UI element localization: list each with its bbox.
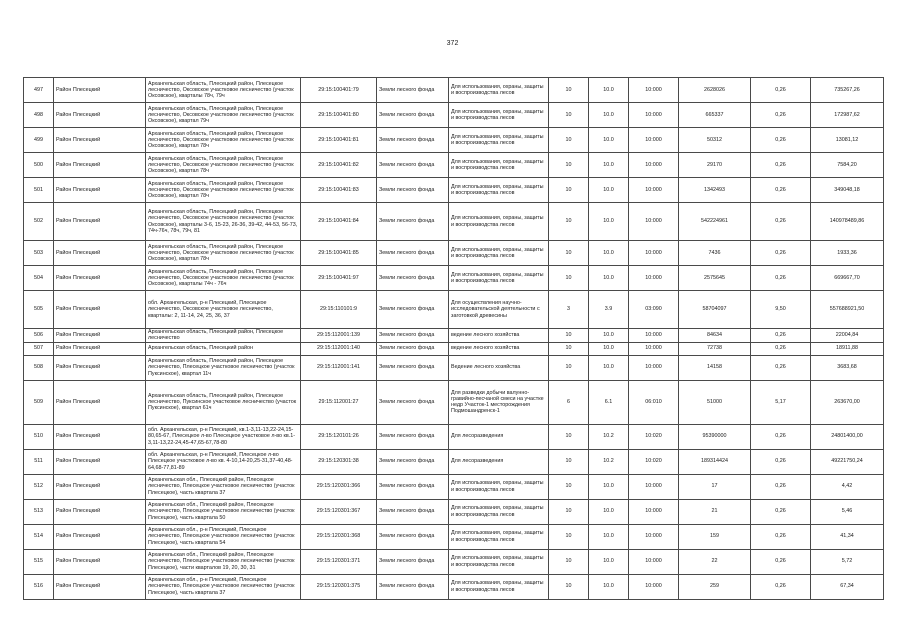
cadastral-value-cell: 4,42 bbox=[811, 474, 884, 499]
address-cell: Архангельская область, Плесецкий район, Плесецкое лесничество, Оксовское участковое лесничество (участок Оксовское), квартал 78ч bbox=[146, 178, 301, 203]
row-number: 504 bbox=[24, 266, 54, 291]
land-category-cell: Земли лесного фонда bbox=[377, 474, 449, 499]
use-code-cell: 10:000 bbox=[629, 178, 679, 203]
cadastral-value-cell: 263670,00 bbox=[811, 380, 884, 424]
cadastral-value-cell: 349048,18 bbox=[811, 178, 884, 203]
rate-cell: 0,26 bbox=[751, 178, 811, 203]
district-cell: Район Плесецкий bbox=[54, 266, 146, 291]
permitted-use-cell: Для использования, охраны, защиты и воспроизводства лесов bbox=[449, 499, 549, 524]
land-category-cell: Земли лесного фонда bbox=[377, 329, 449, 343]
cadastral-value-table bbox=[23, 77, 884, 600]
cadastral-value-cell: 49221750,24 bbox=[811, 449, 884, 474]
address-cell: Архангельская область, Плесецкий район, Плесецкое лесничество, Оксовское участковое лесничество (участок Оксовское), квартал 78ч bbox=[146, 241, 301, 266]
rate-cell: 0,26 bbox=[751, 499, 811, 524]
district-cell: Район Плесецкий bbox=[54, 499, 146, 524]
table-body bbox=[24, 78, 884, 600]
district-cell: Район Плесецкий bbox=[54, 474, 146, 499]
land-category-cell: Земли лесного фонда bbox=[377, 178, 449, 203]
subgroup-code-cell: 10.0 bbox=[589, 178, 629, 203]
permitted-use-cell: Для использования, охраны, защиты и воспроизводства лесов bbox=[449, 241, 549, 266]
cadastral-number-cell: 29:15:120101:26 bbox=[301, 424, 377, 449]
cadastral-number-cell: 29:15:100401:85 bbox=[301, 241, 377, 266]
area-cell: 1342493 bbox=[679, 178, 751, 203]
address-cell: Архангельская область, Плесецкий район, Плесецкое лесничество, Оксовское участковое лесничество (участок Оксовское), квартал 79ч bbox=[146, 103, 301, 128]
table-row bbox=[24, 329, 884, 343]
permitted-use-cell: ведение лесного хозяйства bbox=[449, 342, 549, 355]
cadastral-number-cell: 29:15:110101:9 bbox=[301, 291, 377, 329]
area-cell: 542224961 bbox=[679, 203, 751, 241]
rate-cell: 9,50 bbox=[751, 291, 811, 329]
use-code-cell: 10:000 bbox=[629, 499, 679, 524]
permitted-use-cell: Для использования, охраны, защиты и воспроизводства лесов bbox=[449, 549, 549, 574]
rate-cell: 0,26 bbox=[751, 549, 811, 574]
use-code-cell: 10:000 bbox=[629, 329, 679, 343]
subgroup-code-cell: 10.0 bbox=[589, 78, 629, 103]
permitted-use-cell: Для использования, охраны, защиты и воспроизводства лесов bbox=[449, 178, 549, 203]
permitted-use-cell: Для использования, охраны, защиты и воспроизводства лесов bbox=[449, 574, 549, 599]
group-code-cell: 10 bbox=[549, 474, 589, 499]
permitted-use-cell: Для использования, охраны, защиты и воспроизводства лесов bbox=[449, 128, 549, 153]
address-cell: Архангельская область, Плесецкий район bbox=[146, 342, 301, 355]
permitted-use-cell: Ведение лесного хозяйства bbox=[449, 355, 549, 380]
row-number: 514 bbox=[24, 524, 54, 549]
area-cell: 21 bbox=[679, 499, 751, 524]
address-cell: обл. Архангельская, р-н Плесецкий, кв.1-3,11-13,22-24,15-80,65-67, Плесецкое л-во Плесецкое участковое л-во кв.1-3,11-13,22-24,45-47,65-67,78-80 bbox=[146, 424, 301, 449]
group-code-cell: 10 bbox=[549, 499, 589, 524]
subgroup-code-cell: 10.0 bbox=[589, 153, 629, 178]
table-row bbox=[24, 128, 884, 153]
cadastral-number-cell: 29:15:120301:38 bbox=[301, 449, 377, 474]
area-cell: 2628026 bbox=[679, 78, 751, 103]
land-category-cell: Земли лесного фонда bbox=[377, 549, 449, 574]
cadastral-number-cell: 29:15:100401:83 bbox=[301, 178, 377, 203]
group-code-cell: 10 bbox=[549, 524, 589, 549]
area-cell: 51000 bbox=[679, 380, 751, 424]
use-code-cell: 10:000 bbox=[629, 128, 679, 153]
subgroup-code-cell: 10.0 bbox=[589, 128, 629, 153]
group-code-cell: 10 bbox=[549, 355, 589, 380]
district-cell: Район Плесецкий bbox=[54, 153, 146, 178]
area-cell: 29170 bbox=[679, 153, 751, 178]
subgroup-code-cell: 10.0 bbox=[589, 103, 629, 128]
area-cell: 58704097 bbox=[679, 291, 751, 329]
permitted-use-cell: ведение лесного хозяйства bbox=[449, 329, 549, 343]
cadastral-number-cell: 29:15:112001:139 bbox=[301, 329, 377, 343]
permitted-use-cell: Для лесоразведения bbox=[449, 424, 549, 449]
table-row bbox=[24, 524, 884, 549]
rate-cell: 0,26 bbox=[751, 449, 811, 474]
row-number: 515 bbox=[24, 549, 54, 574]
rate-cell: 5,17 bbox=[751, 380, 811, 424]
address-cell: Архангельская обл., Плесецкий район, Плесецкое лесничество, Плесецкое участковое лесничество (участок Плесецкое), часть квартала 37 bbox=[146, 474, 301, 499]
row-number: 499 bbox=[24, 128, 54, 153]
permitted-use-cell: Для разведки добычи валунно-гравийно-песчаной смеси на участке недр Участок-1 месторождения Подмошандренск-1 bbox=[449, 380, 549, 424]
land-category-cell: Земли лесного фонда bbox=[377, 153, 449, 178]
cadastral-number-cell: 29:15:100401:97 bbox=[301, 266, 377, 291]
table-row bbox=[24, 355, 884, 380]
land-category-cell: Земли лесного фонда bbox=[377, 128, 449, 153]
district-cell: Район Плесецкий bbox=[54, 524, 146, 549]
subgroup-code-cell: 10.0 bbox=[589, 342, 629, 355]
table-row bbox=[24, 103, 884, 128]
cadastral-value-cell: 172987,62 bbox=[811, 103, 884, 128]
table-row bbox=[24, 474, 884, 499]
land-category-cell: Земли лесного фонда bbox=[377, 103, 449, 128]
area-cell: 95390000 bbox=[679, 424, 751, 449]
table-row bbox=[24, 342, 884, 355]
table-row bbox=[24, 78, 884, 103]
cadastral-number-cell: 29:15:112001:140 bbox=[301, 342, 377, 355]
row-number: 516 bbox=[24, 574, 54, 599]
cadastral-value-cell: 735267,26 bbox=[811, 78, 884, 103]
cadastral-number-cell: 29:15:100401:80 bbox=[301, 103, 377, 128]
district-cell: Район Плесецкий bbox=[54, 449, 146, 474]
rate-cell: 0,26 bbox=[751, 241, 811, 266]
subgroup-code-cell: 3.9 bbox=[589, 291, 629, 329]
cadastral-value-cell: 24801400,00 bbox=[811, 424, 884, 449]
table-row bbox=[24, 449, 884, 474]
address-cell: Архангельская область, Плесецкий район, Плесецкое лесничество, Оксовское участковое лесничество (участок Оксовское), квартал 78ч bbox=[146, 153, 301, 178]
subgroup-code-cell: 10.0 bbox=[589, 474, 629, 499]
rate-cell: 0,26 bbox=[751, 329, 811, 343]
permitted-use-cell: Для использования, охраны, защиты и воспроизводства лесов bbox=[449, 266, 549, 291]
use-code-cell: 10:000 bbox=[629, 103, 679, 128]
use-code-cell: 10:000 bbox=[629, 266, 679, 291]
page-number: 372 bbox=[446, 40, 459, 47]
area-cell: 22 bbox=[679, 549, 751, 574]
use-code-cell: 06:010 bbox=[629, 380, 679, 424]
permitted-use-cell: Для использования, охраны, защиты и воспроизводства лесов bbox=[449, 103, 549, 128]
cadastral-number-cell: 29:15:120301:375 bbox=[301, 574, 377, 599]
subgroup-code-cell: 10.0 bbox=[589, 574, 629, 599]
cadastral-value-cell: 13081,12 bbox=[811, 128, 884, 153]
table-row bbox=[24, 574, 884, 599]
subgroup-code-cell: 6.1 bbox=[589, 380, 629, 424]
row-number: 503 bbox=[24, 241, 54, 266]
district-cell: Район Плесецкий bbox=[54, 574, 146, 599]
district-cell: Район Плесецкий bbox=[54, 329, 146, 343]
cadastral-number-cell: 29:15:112001:27 bbox=[301, 380, 377, 424]
area-cell: 2575645 bbox=[679, 266, 751, 291]
use-code-cell: 10:000 bbox=[629, 549, 679, 574]
land-category-cell: Земли лесного фонда bbox=[377, 291, 449, 329]
area-cell: 17 bbox=[679, 474, 751, 499]
land-category-cell: Земли лесного фонда bbox=[377, 203, 449, 241]
permitted-use-cell: Для использования, охраны, защиты и воспроизводства лесов bbox=[449, 153, 549, 178]
area-cell: 159 bbox=[679, 524, 751, 549]
area-cell: 72738 bbox=[679, 342, 751, 355]
table-row bbox=[24, 424, 884, 449]
subgroup-code-cell: 10.0 bbox=[589, 499, 629, 524]
row-number: 500 bbox=[24, 153, 54, 178]
group-code-cell: 3 bbox=[549, 291, 589, 329]
group-code-cell: 10 bbox=[549, 153, 589, 178]
row-number: 501 bbox=[24, 178, 54, 203]
district-cell: Район Плесецкий bbox=[54, 342, 146, 355]
cadastral-number-cell: 29:15:100401:81 bbox=[301, 128, 377, 153]
use-code-cell: 10:000 bbox=[629, 474, 679, 499]
row-number: 497 bbox=[24, 78, 54, 103]
cadastral-number-cell: 29:15:112001:141 bbox=[301, 355, 377, 380]
address-cell: Архангельская область, Плесецкий район, Плесецкое лесничество, Оксовское участковое лесничество (участок Оксовское), кварталы 3-6, 15-23, 26-36, 39-42, 44-53, 56-73, 74ч-76ч, 78ч, 79ч, 81 bbox=[146, 203, 301, 241]
land-category-cell: Земли лесного фонда bbox=[377, 499, 449, 524]
rate-cell: 0,26 bbox=[751, 342, 811, 355]
permitted-use-cell: Для использования, охраны, защиты и воспроизводства лесов bbox=[449, 474, 549, 499]
row-number: 512 bbox=[24, 474, 54, 499]
group-code-cell: 10 bbox=[549, 178, 589, 203]
group-code-cell: 10 bbox=[549, 329, 589, 343]
cadastral-number-cell: 29:15:100401:84 bbox=[301, 203, 377, 241]
row-number: 505 bbox=[24, 291, 54, 329]
row-number: 502 bbox=[24, 203, 54, 241]
group-code-cell: 6 bbox=[549, 380, 589, 424]
address-cell: обл. Архангельская, р-н Плесецкий, Плесецкое лесничество, Оксовское участковое лесничество, кварталы: 2, 11-14, 24, 25, 36, 37 bbox=[146, 291, 301, 329]
row-number: 511 bbox=[24, 449, 54, 474]
land-category-cell: Земли лесного фонда bbox=[377, 241, 449, 266]
use-code-cell: 10:000 bbox=[629, 524, 679, 549]
cadastral-number-cell: 29:15:120301:371 bbox=[301, 549, 377, 574]
cadastral-value-cell: 41,34 bbox=[811, 524, 884, 549]
table-row bbox=[24, 549, 884, 574]
row-number: 510 bbox=[24, 424, 54, 449]
cadastral-number-cell: 29:15:100401:82 bbox=[301, 153, 377, 178]
cadastral-value-cell: 140978489,86 bbox=[811, 203, 884, 241]
group-code-cell: 10 bbox=[549, 203, 589, 241]
row-number: 506 bbox=[24, 329, 54, 343]
group-code-cell: 10 bbox=[549, 342, 589, 355]
cadastral-number-cell: 29:15:120301:368 bbox=[301, 524, 377, 549]
address-cell: Архангельская область, Плесецкий район, Плесецкое лесничество, Плесецкое участковое лесничество (участок Пуксинское), квартал 11ч bbox=[146, 355, 301, 380]
group-code-cell: 10 bbox=[549, 128, 589, 153]
use-code-cell: 03:090 bbox=[629, 291, 679, 329]
area-cell: 665337 bbox=[679, 103, 751, 128]
rate-cell: 0,26 bbox=[751, 355, 811, 380]
area-cell: 7436 bbox=[679, 241, 751, 266]
use-code-cell: 10:020 bbox=[629, 424, 679, 449]
district-cell: Район Плесецкий bbox=[54, 241, 146, 266]
district-cell: Район Плесецкий bbox=[54, 178, 146, 203]
permitted-use-cell: Для использования, охраны, защиты и воспроизводства лесов bbox=[449, 524, 549, 549]
rate-cell: 0,26 bbox=[751, 128, 811, 153]
row-number: 507 bbox=[24, 342, 54, 355]
district-cell: Район Плесецкий bbox=[54, 128, 146, 153]
cadastral-value-cell: 22004,84 bbox=[811, 329, 884, 343]
use-code-cell: 10:000 bbox=[629, 342, 679, 355]
table-row bbox=[24, 499, 884, 524]
cadastral-value-cell: 557688921,50 bbox=[811, 291, 884, 329]
subgroup-code-cell: 10.0 bbox=[589, 524, 629, 549]
rate-cell: 0,26 bbox=[751, 574, 811, 599]
use-code-cell: 10:000 bbox=[629, 153, 679, 178]
use-code-cell: 10:000 bbox=[629, 574, 679, 599]
rate-cell: 0,26 bbox=[751, 424, 811, 449]
table-row bbox=[24, 178, 884, 203]
rate-cell: 0,26 bbox=[751, 203, 811, 241]
permitted-use-cell: Для лесоразведения bbox=[449, 449, 549, 474]
rate-cell: 0,26 bbox=[751, 266, 811, 291]
address-cell: Архангельская область, Плесецкий район, Плесецкое лесничество, Оксовское участковое лесничество (участок Оксовское), кварталы 78ч, 79ч bbox=[146, 78, 301, 103]
cadastral-value-cell: 18911,88 bbox=[811, 342, 884, 355]
table-row bbox=[24, 153, 884, 178]
rate-cell: 0,26 bbox=[751, 78, 811, 103]
area-cell: 50312 bbox=[679, 128, 751, 153]
address-cell: Архангельская область, Плесецкий район, Плесецкое лесничество bbox=[146, 329, 301, 343]
land-category-cell: Земли лесного фонда bbox=[377, 424, 449, 449]
table-row bbox=[24, 380, 884, 424]
district-cell: Район Плесецкий bbox=[54, 203, 146, 241]
subgroup-code-cell: 10.0 bbox=[589, 329, 629, 343]
district-cell: Район Плесецкий bbox=[54, 78, 146, 103]
permitted-use-cell: Для осуществления научно-исследовательской деятельности с заготовкой древесины bbox=[449, 291, 549, 329]
subgroup-code-cell: 10.2 bbox=[589, 449, 629, 474]
area-cell: 84634 bbox=[679, 329, 751, 343]
address-cell: Архангельская область, Плесецкий район, Плесецкое лесничество, Пуксинское участковое лесничество (участок Пуксинское), квартал 61ч bbox=[146, 380, 301, 424]
subgroup-code-cell: 10.0 bbox=[589, 203, 629, 241]
district-cell: Район Плесецкий bbox=[54, 549, 146, 574]
row-number: 508 bbox=[24, 355, 54, 380]
cadastral-number-cell: 29:15:120301:366 bbox=[301, 474, 377, 499]
land-category-cell: Земли лесного фонда bbox=[377, 380, 449, 424]
land-category-cell: Земли лесного фонда bbox=[377, 266, 449, 291]
cadastral-number-cell: 29:15:120301:367 bbox=[301, 499, 377, 524]
cadastral-value-cell: 7584,20 bbox=[811, 153, 884, 178]
use-code-cell: 10:000 bbox=[629, 241, 679, 266]
row-number: 509 bbox=[24, 380, 54, 424]
address-cell: Архангельская обл., Плесецкий район, Плесецкое лесничество, Плесецкое участковое лесничество (участок Плесецкое), части кварталов 19, 20, 30, 31 bbox=[146, 549, 301, 574]
permitted-use-cell: Для использования, охраны, защиты и воспроизводства лесов bbox=[449, 78, 549, 103]
cadastral-value-cell: 669667,70 bbox=[811, 266, 884, 291]
subgroup-code-cell: 10.0 bbox=[589, 266, 629, 291]
district-cell: Район Плесецкий bbox=[54, 103, 146, 128]
address-cell: Архангельская область, Плесецкий район, Плесецкое лесничество, Оксовское участковое лесничество (участок Оксовское), кварталы 74ч - 76ч bbox=[146, 266, 301, 291]
land-category-cell: Земли лесного фонда bbox=[377, 355, 449, 380]
table-row bbox=[24, 241, 884, 266]
table-row bbox=[24, 291, 884, 329]
cadastral-value-cell: 5,46 bbox=[811, 499, 884, 524]
district-cell: Район Плесецкий bbox=[54, 424, 146, 449]
area-cell: 14158 bbox=[679, 355, 751, 380]
group-code-cell: 10 bbox=[549, 78, 589, 103]
group-code-cell: 10 bbox=[549, 103, 589, 128]
cadastral-value-cell: 3683,68 bbox=[811, 355, 884, 380]
subgroup-code-cell: 10.0 bbox=[589, 241, 629, 266]
use-code-cell: 10:020 bbox=[629, 449, 679, 474]
land-category-cell: Земли лесного фонда bbox=[377, 449, 449, 474]
cadastral-value-cell: 67,34 bbox=[811, 574, 884, 599]
rate-cell: 0,26 bbox=[751, 103, 811, 128]
rate-cell: 0,26 bbox=[751, 474, 811, 499]
table-row bbox=[24, 266, 884, 291]
subgroup-code-cell: 10.0 bbox=[589, 355, 629, 380]
cadastral-number-cell: 29:15:100401:79 bbox=[301, 78, 377, 103]
area-cell: 189314424 bbox=[679, 449, 751, 474]
land-category-cell: Земли лесного фонда bbox=[377, 78, 449, 103]
district-cell: Район Плесецкий bbox=[54, 380, 146, 424]
use-code-cell: 10:000 bbox=[629, 203, 679, 241]
use-code-cell: 10:000 bbox=[629, 355, 679, 380]
group-code-cell: 10 bbox=[549, 241, 589, 266]
group-code-cell: 10 bbox=[549, 449, 589, 474]
row-number: 513 bbox=[24, 499, 54, 524]
land-category-cell: Земли лесного фонда bbox=[377, 574, 449, 599]
land-category-cell: Земли лесного фонда bbox=[377, 524, 449, 549]
group-code-cell: 10 bbox=[549, 266, 589, 291]
address-cell: обл. Архангельская, р-н Плесецкий, Плесецкое л-во Плесецкое участковое л-во кв. 4-10,14-20,25-31,37-40,48-64,68-77,81-89 bbox=[146, 449, 301, 474]
permitted-use-cell: Для использования, охраны, защиты и воспроизводства лесов bbox=[449, 203, 549, 241]
use-code-cell: 10:000 bbox=[629, 78, 679, 103]
cadastral-value-cell: 5,72 bbox=[811, 549, 884, 574]
group-code-cell: 10 bbox=[549, 574, 589, 599]
district-cell: Район Плесецкий bbox=[54, 355, 146, 380]
address-cell: Архангельская обл., р-н Плесецкий, Плесецкое лесничество, Плесецкое участковое лесничество (участок Плесецкое), часть квартала 37 bbox=[146, 574, 301, 599]
area-cell: 259 bbox=[679, 574, 751, 599]
row-number: 498 bbox=[24, 103, 54, 128]
group-code-cell: 10 bbox=[549, 424, 589, 449]
subgroup-code-cell: 10.2 bbox=[589, 424, 629, 449]
address-cell: Архангельская обл., Плесецкий район, Плесецкое лесничество, Плесецкое участковое лесничество (участок Плесецкое), часть квартала 50 bbox=[146, 499, 301, 524]
rate-cell: 0,26 bbox=[751, 524, 811, 549]
land-category-cell: Земли лесного фонда bbox=[377, 342, 449, 355]
rate-cell: 0,26 bbox=[751, 153, 811, 178]
table-row bbox=[24, 203, 884, 241]
address-cell: Архангельская обл., р-н Плесецкий, Плесецкое лесничество, Плесецкое участковое лесничество (участок Плесецкое), часть квартала 54 bbox=[146, 524, 301, 549]
group-code-cell: 10 bbox=[549, 549, 589, 574]
cadastral-value-cell: 1933,36 bbox=[811, 241, 884, 266]
district-cell: Район Плесецкий bbox=[54, 291, 146, 329]
subgroup-code-cell: 10.0 bbox=[589, 549, 629, 574]
address-cell: Архангельская область, Плесецкий район, Плесецкое лесничество, Оксовское участковое лесничество (участок Оксовское), квартал 78ч bbox=[146, 128, 301, 153]
